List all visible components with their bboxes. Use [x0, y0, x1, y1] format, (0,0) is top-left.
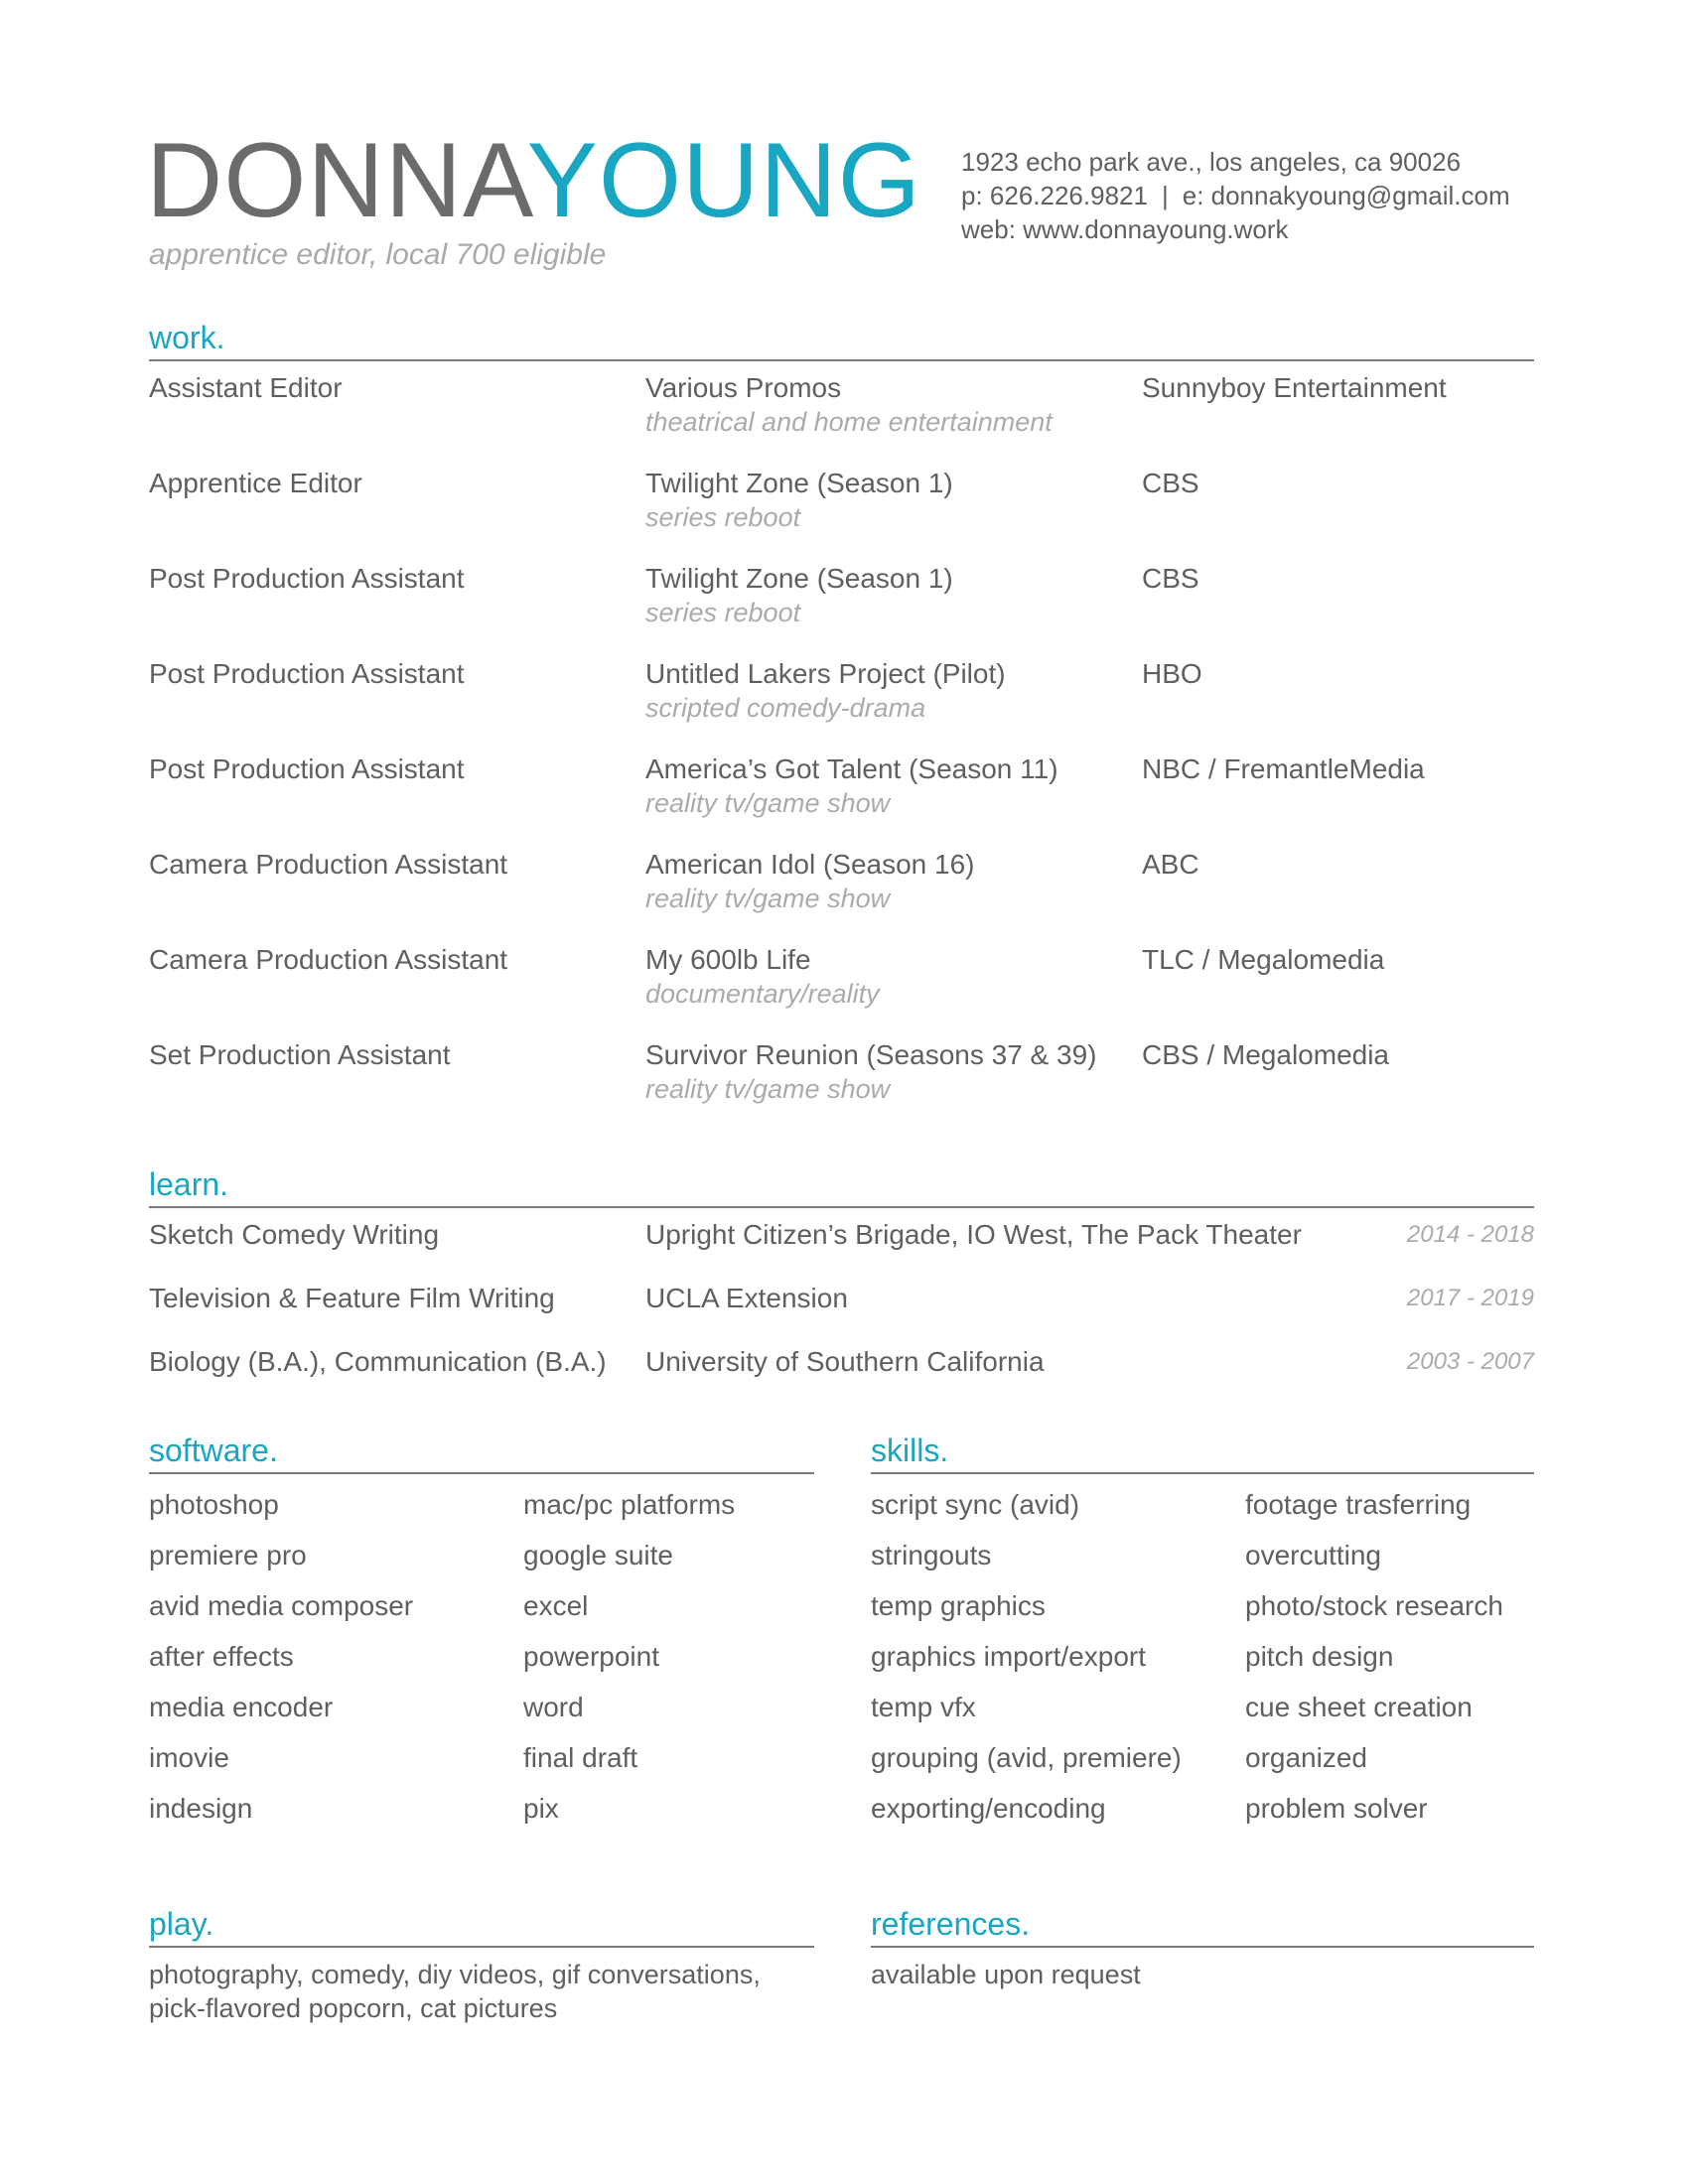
work-role: Post Production Assistant [149, 563, 465, 594]
skills-list-right [1245, 1479, 1503, 1834]
work-project-detail: theatrical and home entertainment [645, 407, 1053, 437]
skills-divider [871, 1472, 1534, 1474]
list-item: stringouts [871, 1540, 992, 1570]
list-item: after effects [149, 1641, 294, 1672]
work-row [149, 1038, 1534, 1134]
list-item: exporting/encoding [871, 1793, 1106, 1824]
learn-row [149, 1345, 1534, 1385]
references-section-title: references. [871, 1906, 1031, 1942]
work-project-title: My 600lb Life [645, 944, 811, 975]
phone: p: 626.226.9821 [961, 181, 1148, 210]
list-item: premiere pro [149, 1540, 307, 1570]
learn-years: 2017 - 2019 [1406, 1285, 1534, 1311]
work-role: Assistant Editor [149, 372, 343, 403]
learn-school: Upright Citizen’s Brigade, IO West, The Pack Theater [645, 1219, 1302, 1250]
email-link[interactable]: e: donnakyoung@gmail.com [1182, 181, 1510, 210]
learn-years: 2014 - 2018 [1406, 1221, 1534, 1248]
list-item: powerpoint [523, 1641, 659, 1672]
work-project-title: Survivor Reunion (Seasons 37 & 39) [645, 1039, 1097, 1070]
list-item: problem solver [1245, 1793, 1428, 1824]
contact-block [961, 145, 1510, 246]
first-name: DONNA [146, 120, 527, 239]
skills-section-title: skills. [871, 1433, 949, 1468]
list-item: overcutting [1245, 1540, 1381, 1570]
work-project [645, 467, 953, 534]
work-project-detail: reality tv/game show [645, 788, 891, 818]
list-item: photoshop [149, 1489, 279, 1520]
play-line: photography, comedy, diy videos, gif conversations, [149, 1960, 761, 1989]
software-list-left [149, 1479, 413, 1834]
learn-school: UCLA Extension [645, 1283, 848, 1313]
tagline: apprentice editor, local 700 eligible [149, 238, 607, 271]
references-divider [871, 1946, 1534, 1948]
work-project-title: Twilight Zone (Season 1) [645, 563, 953, 594]
work-section-title: work. [149, 320, 225, 355]
list-item: avid media composer [149, 1590, 414, 1621]
learn-row [149, 1282, 1534, 1321]
list-item: word [523, 1692, 584, 1722]
list-item: indesign [149, 1793, 253, 1824]
work-project-detail: reality tv/game show [645, 884, 891, 913]
list-item: excel [523, 1590, 589, 1621]
list-item: photo/stock research [1245, 1590, 1503, 1621]
work-divider [149, 359, 1534, 361]
list-item: google suite [523, 1540, 674, 1570]
work-project-detail: documentary/reality [645, 979, 880, 1009]
learn-course: Biology (B.A.), Communication (B.A.) [149, 1346, 607, 1377]
software-list-right [523, 1479, 735, 1834]
list-item: script sync (avid) [871, 1489, 1080, 1520]
work-row [149, 848, 1534, 943]
work-project [645, 752, 1058, 820]
list-item: graphics import/export [871, 1641, 1147, 1672]
references-text: available upon request [871, 1960, 1141, 1989]
list-item: cue sheet creation [1245, 1692, 1473, 1722]
play-section-title: play. [149, 1906, 214, 1942]
work-company: ABC [1142, 849, 1199, 880]
work-project [645, 848, 975, 915]
work-row [149, 562, 1534, 657]
list-item: pitch design [1245, 1641, 1394, 1672]
work-project-detail: series reboot [645, 598, 801, 627]
work-project-title: American Idol (Season 16) [645, 849, 975, 880]
list-item: organized [1245, 1742, 1367, 1773]
learn-divider [149, 1206, 1534, 1208]
work-role: Post Production Assistant [149, 658, 465, 689]
play-divider [149, 1946, 814, 1948]
software-section-title: software. [149, 1433, 278, 1468]
work-role: Camera Production Assistant [149, 849, 508, 880]
learn-course: Sketch Comedy Writing [149, 1219, 440, 1250]
work-project [645, 371, 1053, 439]
work-company: TLC / Megalomedia [1142, 944, 1385, 975]
learn-years: 2003 - 2007 [1406, 1348, 1534, 1375]
work-project-title: America’s Got Talent (Season 11) [645, 753, 1058, 784]
skills-list-left [871, 1479, 1182, 1834]
contact-divider: | [1161, 181, 1169, 210]
work-row [149, 467, 1534, 562]
work-project-detail: series reboot [645, 502, 801, 532]
list-item: media encoder [149, 1692, 334, 1722]
play-text [149, 1958, 761, 2025]
list-item: grouping (avid, premiere) [871, 1742, 1182, 1773]
work-row [149, 752, 1534, 848]
list-item: footage trasferring [1245, 1489, 1472, 1520]
list-item: temp graphics [871, 1590, 1046, 1621]
learn-course: Television & Feature Film Writing [149, 1283, 555, 1313]
list-item: imovie [149, 1742, 229, 1773]
list-item: temp vfx [871, 1692, 976, 1722]
learn-school: University of Southern California [645, 1346, 1045, 1377]
work-project [645, 562, 953, 629]
learn-row [149, 1218, 1534, 1258]
list-item: final draft [523, 1742, 638, 1773]
work-project [645, 943, 880, 1011]
learn-section-title: learn. [149, 1166, 229, 1202]
work-project-title: Untitled Lakers Project (Pilot) [645, 658, 1006, 689]
list-item: mac/pc platforms [523, 1489, 736, 1520]
work-project-title: Various Promos [645, 372, 842, 403]
work-company: CBS [1142, 563, 1199, 594]
work-company: CBS / Megalomedia [1142, 1039, 1390, 1070]
phone-email-line [961, 179, 1510, 212]
last-name: YOUNG [526, 120, 921, 239]
work-row [149, 943, 1534, 1038]
work-company: Sunnyboy Entertainment [1142, 372, 1447, 403]
work-role: Apprentice Editor [149, 468, 362, 498]
name-heading [146, 120, 921, 239]
work-company: HBO [1142, 658, 1202, 689]
work-project [645, 1038, 1096, 1106]
web-link[interactable]: web: www.donnayoung.work [961, 214, 1289, 244]
work-role: Post Production Assistant [149, 753, 465, 784]
work-role: Set Production Assistant [149, 1039, 451, 1070]
address: 1923 echo park ave., los angeles, ca 90026 [961, 147, 1462, 177]
work-project-detail: reality tv/game show [645, 1074, 891, 1104]
work-project [645, 657, 1006, 725]
software-divider [149, 1472, 814, 1474]
work-project-title: Twilight Zone (Season 1) [645, 468, 953, 498]
work-row [149, 371, 1534, 467]
work-row [149, 657, 1534, 752]
work-role: Camera Production Assistant [149, 944, 508, 975]
play-line: pick-flavored popcorn, cat pictures [149, 1993, 558, 2023]
work-company: NBC / FremantleMedia [1142, 753, 1425, 784]
list-item: pix [523, 1793, 559, 1824]
work-project-detail: scripted comedy-drama [645, 693, 926, 723]
work-company: CBS [1142, 468, 1199, 498]
